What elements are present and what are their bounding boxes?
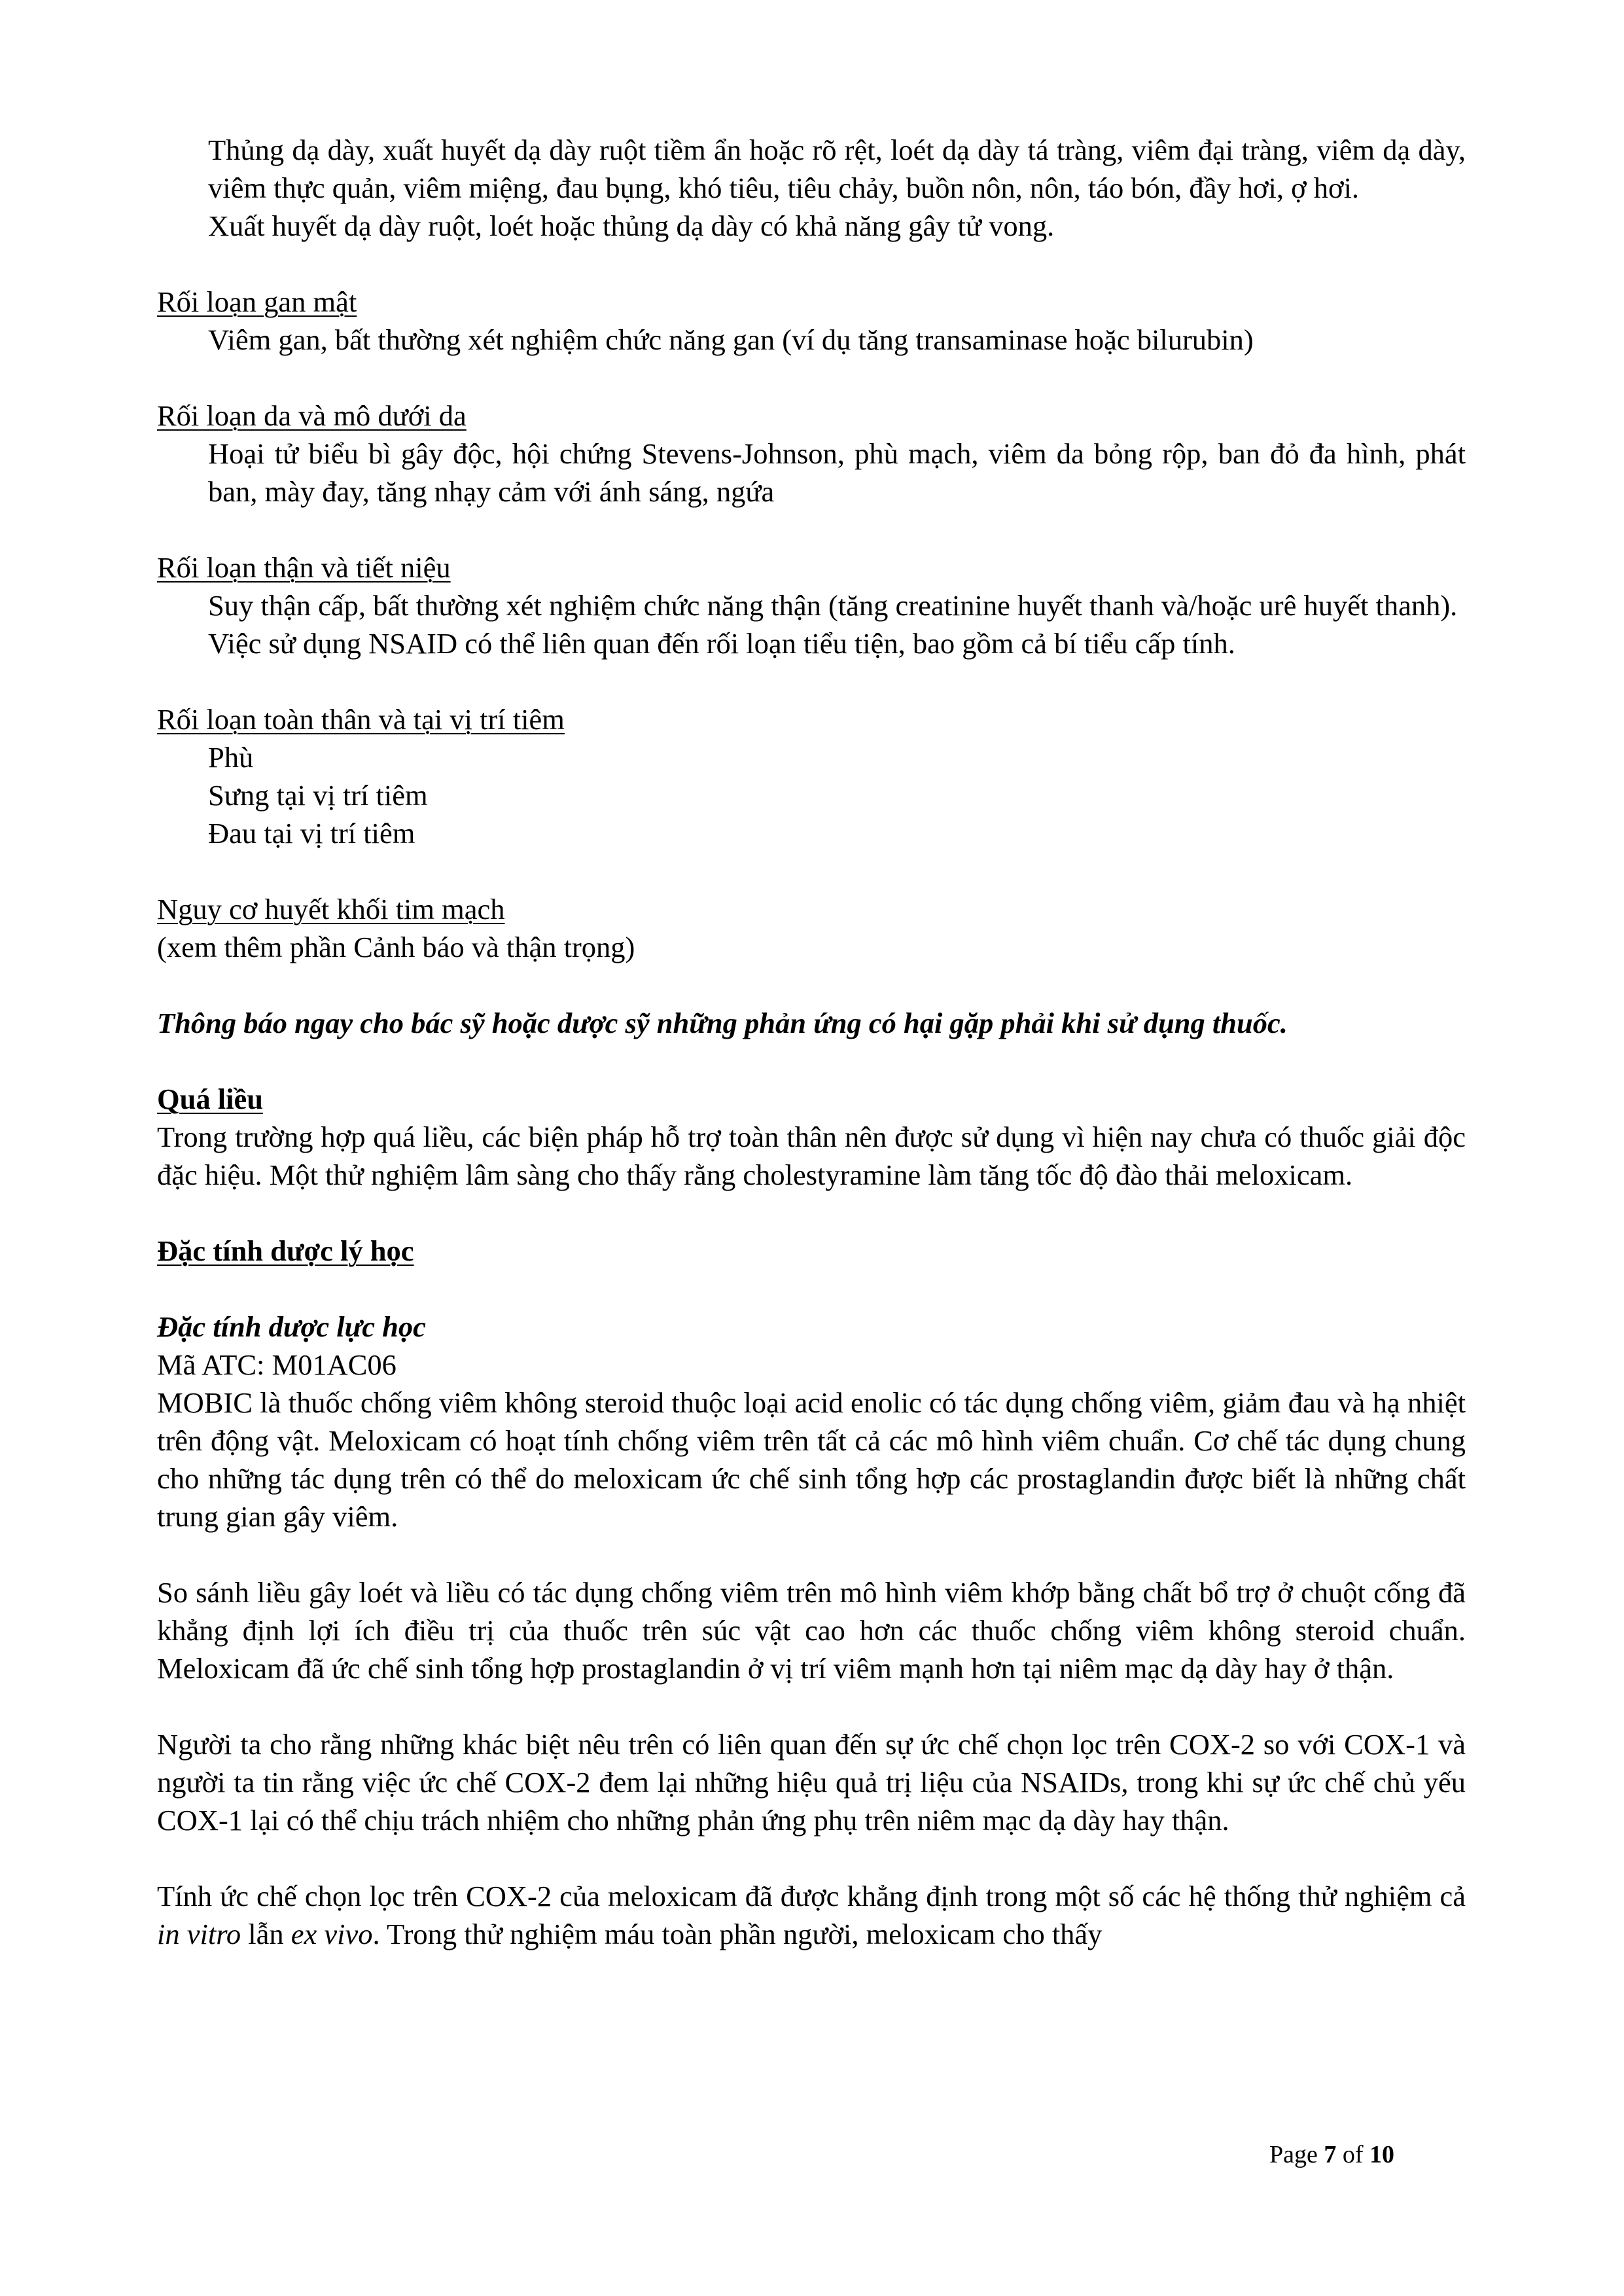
liver-section: [157, 283, 1466, 359]
of-word: of: [1336, 2141, 1370, 2168]
total-page-number: 10: [1369, 2141, 1395, 2168]
systemic-section: [157, 700, 1466, 852]
document-page: [157, 131, 1466, 1953]
ex-vivo-term: ex vivo: [291, 1918, 373, 1950]
adverse-reaction-notice: Thông báo ngay cho bác sỹ hoặc dược sỹ những phản ứng có hại gặp phải khi sử dụng thuốc.: [157, 1007, 1288, 1039]
atc-code: Mã ATC: M01AC06: [157, 1348, 397, 1381]
liver-text: Viêm gan, bất thường xét nghiệm chức năng gan (ví dụ tăng transaminase hoặc bilurubin): [208, 323, 1254, 356]
skin-text: Hoại tử biểu bì gây độc, hội chứng Stevens-Johnson, phù mạch, viêm da bỏng rộp, ban đỏ đa hình, phát ban, mày đay, tăng nhạy cảm với ánh sáng, ngứa: [208, 437, 1466, 508]
cardio-section: [157, 890, 1466, 966]
renal-text-1: Suy thận cấp, bất thường xét nghiệm chức năng thận (tăng creatinine huyết thanh và/hoặc urê huyết thanh).: [208, 589, 1458, 622]
skin-heading: Rối loạn da và mô dưới da: [157, 399, 467, 432]
liver-heading: Rối loạn gan mật: [157, 285, 357, 318]
cardio-text: (xem thêm phần Cảnh báo và thận trọng): [157, 931, 635, 963]
page-word: Page: [1269, 2141, 1324, 2168]
list-item: Đau tại vị trí tiêm: [208, 817, 415, 850]
pharmacology-heading: Đặc tính dược lý học: [157, 1234, 414, 1267]
overdose-heading: Quá liều: [157, 1083, 263, 1115]
list-item: Phù: [208, 741, 254, 774]
overdose-text: Trong trường hợp quá liều, các biện pháp hỗ trợ toàn thân nên được sử dụng vì hiện nay chưa có thuốc giải độc đặc hiệu. Một thử nghiệm lâm sàng cho thấy rằng cholestyramine làm tăng tốc độ đào thải meloxicam.: [157, 1121, 1466, 1191]
gi-fatal-text: Xuất huyết dạ dày ruột, loét hoặc thủng dạ dày có khả năng gây tử vong.: [208, 209, 1055, 242]
gi-disorders-block: [157, 131, 1466, 245]
page-number-footer: [1269, 2139, 1394, 2170]
pharmacology-paragraph-2: So sánh liều gây loét và liều có tác dụng chống viêm trên mô hình viêm khớp bằng chất bổ trợ ở chuột cống đã khẳng định lợi ích điều trị của thuốc trên súc vật cao hơn các thuốc chống viêm không steroid chuẩn. Meloxicam đã ức chế sinh tổng hợp prostaglandin ở vị trí viêm mạnh hơn tại niêm mạc dạ dày hay ở thận.: [157, 1576, 1466, 1685]
gi-effects-text: Thủng dạ dày, xuất huyết dạ dày ruột tiềm ẩn hoặc rõ rệt, loét dạ dày tá tràng, viêm đại tràng, viêm dạ dày, viêm thực quản, viêm miệng, đau bụng, khó tiêu, tiêu chảy, buồn nôn, nôn, táo bón, đầy hơi, ợ hơi.: [208, 134, 1466, 204]
renal-text-2: Việc sử dụng NSAID có thể liên quan đến rối loạn tiểu tiện, bao gồm cả bí tiểu cấp tính.: [208, 627, 1235, 660]
pharmacology-paragraph-4: [157, 1877, 1466, 1953]
in-vitro-term: in vitro: [157, 1918, 241, 1950]
systemic-heading: Rối loạn toàn thân và tại vị trí tiêm: [157, 703, 565, 736]
overdose-section: [157, 1080, 1466, 1194]
pharmacology-paragraph-1: MOBIC là thuốc chống viêm không steroid thuộc loại acid enolic có tác dụng chống viêm, giảm đau và hạ nhiệt trên động vật. Meloxicam có hoạt tính chống viêm trên tất cả các mô hình viêm chuẩn. Cơ chế tác dụng chung cho những tác dụng trên có thể do meloxicam ức chế sinh tổng hợp các prostaglandin được biết là những chất trung gian gây viêm.: [157, 1386, 1466, 1533]
pharmacodynamics-subheading: Đặc tính dược lực học: [157, 1310, 426, 1343]
para4-text-a: Tính ức chế chọn lọc trên COX-2 của meloxicam đã được khẳng định trong một số các hệ thống thử nghiệm cả: [157, 1880, 1466, 1912]
para4-text-b: lẫn: [241, 1918, 291, 1950]
pharmacology-paragraph-3: Người ta cho rằng những khác biệt nêu trên có liên quan đến sự ức chế chọn lọc trên COX-2 so với COX-1 và người ta tin rằng việc ức chế COX-2 đem lại những hiệu quả trị liệu của NSAIDs, trong khi sự ức chế chủ yếu COX-1 lại có thể chịu trách nhiệm cho những phản ứng phụ trên niêm mạc dạ dày hay thận.: [157, 1728, 1466, 1837]
renal-section: [157, 548, 1466, 662]
cardio-heading: Nguy cơ huyết khối tim mạch: [157, 893, 505, 925]
skin-section: [157, 397, 1466, 511]
list-item: Sưng tại vị trí tiêm: [208, 779, 428, 812]
renal-heading: Rối loạn thận và tiết niệu: [157, 551, 451, 584]
pharmacology-section: [157, 1232, 1466, 1953]
para4-text-c: . Trong thử nghiệm máu toàn phần người, meloxicam cho thấy: [372, 1918, 1103, 1950]
current-page-number: 7: [1324, 2141, 1337, 2168]
